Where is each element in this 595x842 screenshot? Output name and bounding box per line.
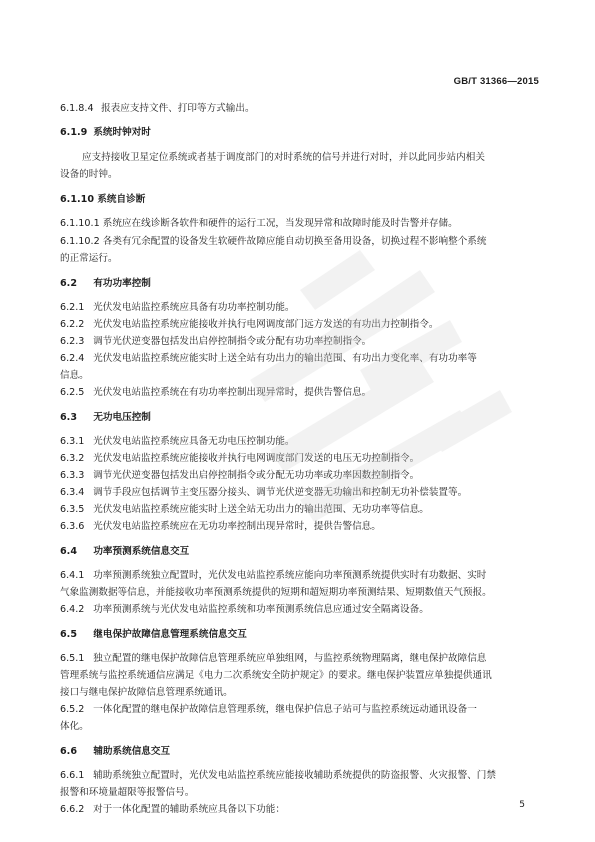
- clause-number: 6.2.1: [60, 302, 85, 313]
- clause-number: 6.3: [60, 412, 77, 423]
- clause-number: 6.6: [60, 746, 77, 757]
- page-number: 5: [519, 800, 525, 810]
- text-line: [60, 670, 492, 682]
- clause-number: 6.2.3: [60, 336, 85, 347]
- clause-text: 系统应在线诊断各软件和硬件的运行工况，当发现异常和故障时能及时告警并存储。: [102, 218, 458, 229]
- clause-number: 6.3.5: [60, 504, 85, 515]
- clause-text: 系统自诊断: [97, 194, 146, 205]
- text-line: [60, 436, 295, 448]
- clause-text: 调节光伏逆变器包括发出启停控制指令或分配无功功率或功率因数控制指令。: [93, 470, 420, 481]
- clause-number: 6.4: [60, 546, 77, 557]
- text-line: [60, 253, 118, 265]
- text-line: [60, 487, 467, 499]
- clause-text: 气象监测数据等信息，并能接收功率预测系统提供的短期和超短期功率预测结果、短期数值天气预报。: [60, 587, 492, 598]
- clause-text: 光伏发电站监控系统应能实时上送全站有功出力的输出范围、有功出力变化率、有功功率等: [93, 353, 477, 364]
- clause-number: 6.1.10.1: [60, 218, 100, 229]
- clause-number: 6.3.6: [60, 521, 85, 532]
- section-heading: [60, 127, 151, 139]
- text-line: [60, 353, 477, 365]
- text-line: [82, 152, 485, 164]
- clause-text: 有功功率控制: [93, 278, 151, 289]
- clause-text: 体化。: [60, 721, 89, 732]
- clause-text: 各类有冗余配置的设备发生软硬件故障应能自动切换至备用设备，切换过程不影响整个系统: [102, 236, 487, 247]
- clause-number: 6.5.1: [60, 653, 85, 664]
- text-line: [60, 169, 118, 181]
- clause-text: 光伏发电站监控系统应能接收并执行电网调度部门远方发送的有功出力控制指令。: [93, 319, 439, 330]
- clause-text: 报表应支持文件、打印等方式输出。: [101, 103, 255, 114]
- clause-text: 管理系统与监控系统通信应满足《电力二次系统安全防护规定》的要求。继电保护装置应单独提供通讯: [60, 670, 492, 681]
- text-line: [60, 721, 89, 733]
- section-heading: [60, 278, 151, 290]
- text-line: [60, 570, 486, 582]
- clause-text: 光伏发电站监控系统应能接收并执行电网调度部门发送的电压无功控制指令。: [93, 453, 420, 464]
- text-line: [60, 521, 381, 533]
- text-line: [60, 787, 194, 799]
- text-line: [60, 804, 285, 816]
- clause-number: 6.5: [60, 629, 77, 640]
- text-line: [60, 336, 371, 348]
- text-line: [60, 470, 419, 482]
- text-line: [60, 370, 89, 382]
- section-heading: [60, 629, 247, 641]
- section-heading: [60, 412, 151, 424]
- text-line: [60, 236, 486, 248]
- text-line: [60, 103, 255, 115]
- clause-text: 信息。: [60, 370, 89, 381]
- section-heading: [60, 194, 145, 206]
- text-line: [60, 653, 486, 665]
- clause-number: 6.1.8.4: [60, 103, 94, 114]
- text-line: [60, 604, 429, 616]
- clause-text: 继电保护故障信息管理系统信息交互: [93, 629, 247, 640]
- clause-number: 6.3.1: [60, 436, 85, 447]
- clause-text: 无功电压控制: [93, 412, 151, 423]
- text-line: [60, 319, 438, 331]
- clause-text: 光伏发电站监控系统应具备无功电压控制功能。: [93, 436, 295, 447]
- clause-text: 独立配置的继电保护故障信息管理系统应单独组网，与监控系统物理隔离，继电保护故障信息: [93, 653, 487, 664]
- clause-text: 应支持接收卫星定位系统或者基于调度部门的对时系统的信号并进行对时，并以此同步站内相关: [82, 152, 485, 163]
- clause-text: 光伏发电站监控系统应能实时上送全站无功出力的输出范围、无功功率等信息。: [93, 504, 429, 515]
- clause-number: 6.4.1: [60, 570, 85, 581]
- clause-number: 6.1.9: [60, 127, 88, 138]
- clause-number: 6.2: [60, 278, 77, 289]
- clause-text: 调节光伏逆变器包括发出启停控制指令或分配有功功率控制指令。: [93, 336, 372, 347]
- text-line: [60, 453, 419, 465]
- clause-text: 对于一体化配置的辅助系统应具备以下功能：: [93, 804, 285, 815]
- text-line: [60, 770, 496, 782]
- clause-number: 6.6.1: [60, 770, 85, 781]
- clause-number: 6.4.2: [60, 604, 85, 615]
- clause-text: 功率预测系统信息交互: [93, 546, 190, 557]
- clause-text: 辅助系统信息交互: [93, 746, 171, 757]
- text-line: [60, 687, 233, 699]
- section-heading: [60, 746, 170, 758]
- section-heading: [60, 546, 189, 558]
- clause-number: 6.3.2: [60, 453, 85, 464]
- clause-text: 功率预测系统与光伏发电站监控系统和功率预测系统信息应通过安全隔离设备。: [93, 604, 429, 615]
- text-line: [60, 504, 429, 516]
- clause-number: 6.2.4: [60, 353, 85, 364]
- clause-text: 光伏发电站监控系统应在无功功率控制出现异常时，提供告警信息。: [93, 521, 381, 532]
- clause-text: 功率预测系统独立配置时，光伏发电站监控系统应能向功率预测系统提供实时有功数据、实时: [93, 570, 487, 581]
- clause-text: 调节手段应包括调节主变压器分接头、调节光伏逆变器无功输出和控制无功补偿装置等。: [93, 487, 468, 498]
- text-line: [60, 302, 295, 314]
- clause-number: 6.3.3: [60, 470, 85, 481]
- clause-number: 6.2.5: [60, 387, 85, 398]
- clause-number: 6.5.2: [60, 704, 85, 715]
- clause-text: 的正常运行。: [60, 253, 118, 264]
- standard-code: GB/T 31366—2015: [453, 76, 539, 87]
- clause-number: 6.3.4: [60, 487, 85, 498]
- clause-text: 一体化配置的继电保护故障信息管理系统，继电保护信息子站可与监控系统远动通讯设备一: [93, 704, 477, 715]
- clause-number: 6.1.10.2: [60, 236, 100, 247]
- text-line: [60, 704, 477, 716]
- clause-text: 光伏发电站监控系统应具备有功功率控制功能。: [93, 302, 295, 313]
- clause-text: 光伏发电站监控系统在有功功率控制出现异常时，提供告警信息。: [93, 387, 372, 398]
- clause-text: 设备的时钟。: [60, 169, 118, 180]
- clause-text: 接口与继电保护故障信息管理系统通讯。: [60, 687, 233, 698]
- clause-number: 6.2.2: [60, 319, 85, 330]
- text-line: [60, 218, 458, 230]
- clause-text: 辅助系统独立配置时，光伏发电站监控系统应能接收辅助系统提供的防盗报警、火灾报警、门禁: [93, 770, 496, 781]
- text-line: [60, 387, 371, 399]
- clause-number: 6.6.2: [60, 804, 85, 815]
- clause-number: 6.1.10: [60, 194, 94, 205]
- text-line: [60, 587, 492, 599]
- clause-text: 报警和环境量超限等报警信号。: [60, 787, 195, 798]
- clause-text: 系统时钟对时: [93, 127, 151, 138]
